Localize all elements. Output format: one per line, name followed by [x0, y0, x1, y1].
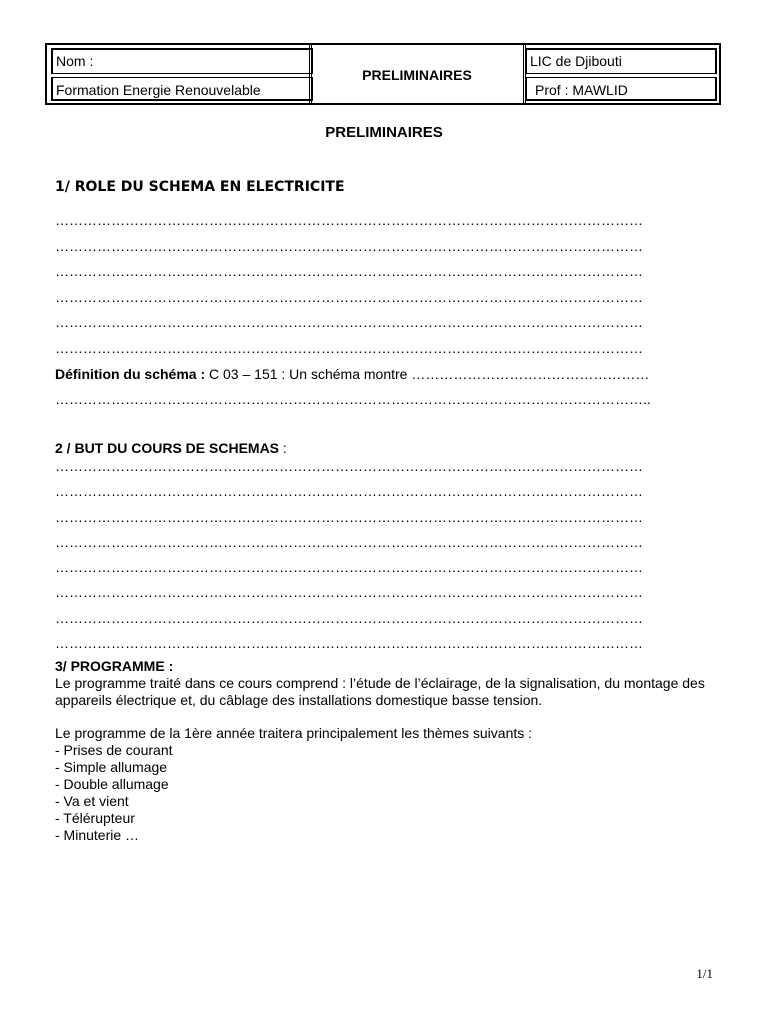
answer-line[interactable]: ………………………………………………………………………………………………………………: [55, 483, 643, 499]
answer-line[interactable]: ………………………………………………………………………………………………………………: [55, 635, 643, 651]
section2-heading-suffix: :: [279, 440, 287, 456]
answer-line[interactable]: ………………………………………………………………………………………………………………: [55, 238, 643, 254]
definition-line: [55, 366, 649, 382]
answer-line[interactable]: ………………………………………………………………………………………………………………: [55, 458, 643, 474]
answer-line[interactable]: ………………………………………………………………………………………………………………: [55, 263, 643, 279]
answer-line[interactable]: ………………………………………………………………………………………………………………: [55, 509, 643, 525]
section3-heading: 3/ PROGRAMME :: [55, 658, 174, 674]
answer-line[interactable]: ………………………………………………………………………………………………………………: [55, 289, 643, 305]
answer-line[interactable]: ………………………………………………………………………………………………………………: [55, 340, 643, 356]
name-field-label: Nom :: [51, 48, 313, 74]
section1-heading: 1/ ROLE DU SCHEMA EN ELECTRICITE: [55, 179, 345, 195]
list-item: - Minuterie …: [55, 827, 140, 843]
teacher-label: Prof : MAWLID: [525, 77, 717, 101]
page-number: 1/1: [696, 966, 713, 981]
definition-label: Définition du schéma :: [55, 366, 206, 382]
answer-line[interactable]: ………………………………………………………………………………………………………………: [55, 212, 643, 228]
programme-paragraph: Le programme traité dans ce cours comprend : l’étude de l’éclairage, de la signalisation, du montage des appareils électrique et, du câblage des installations domestique basse tension.: [55, 675, 705, 708]
answer-line[interactable]: ………………………………………………………………………………………………………………: [55, 584, 643, 600]
answer-line[interactable]: ………………………………………………………………………………………………………………: [55, 610, 643, 626]
header-title: PRELIMINAIRES: [362, 67, 472, 83]
section2-heading: 2 / BUT DU COURS DE SCHEMAS: [55, 440, 280, 456]
list-item: - Double allumage: [55, 776, 169, 792]
page-title: PRELIMINAIRES: [325, 124, 443, 141]
themes-list: [55, 742, 173, 844]
header-table: [45, 43, 721, 105]
list-item: - Simple allumage: [55, 759, 168, 775]
definition-text: C 03 – 151 : Un schéma montre ……………………………………………: [205, 366, 650, 382]
list-item: - Va et vient: [55, 793, 129, 809]
section2-heading-wrap: [55, 440, 287, 456]
answer-line[interactable]: ………………………………………………………………………………………………………………: [55, 534, 643, 550]
programme-intro: Le programme de la 1ère année traitera principalement les thèmes suivants :: [55, 725, 533, 741]
list-item: - Télérupteur: [55, 810, 135, 826]
answer-line[interactable]: ………………………………………………………………………………………………………………..: [55, 391, 651, 407]
formation-label: Formation Energie Renouvelable: [51, 77, 313, 101]
answer-line[interactable]: ………………………………………………………………………………………………………………: [55, 314, 643, 330]
answer-line[interactable]: ………………………………………………………………………………………………………………: [55, 559, 643, 575]
school-label: LIC de Djibouti: [525, 48, 717, 74]
list-item: - Prises de courant: [55, 742, 173, 758]
